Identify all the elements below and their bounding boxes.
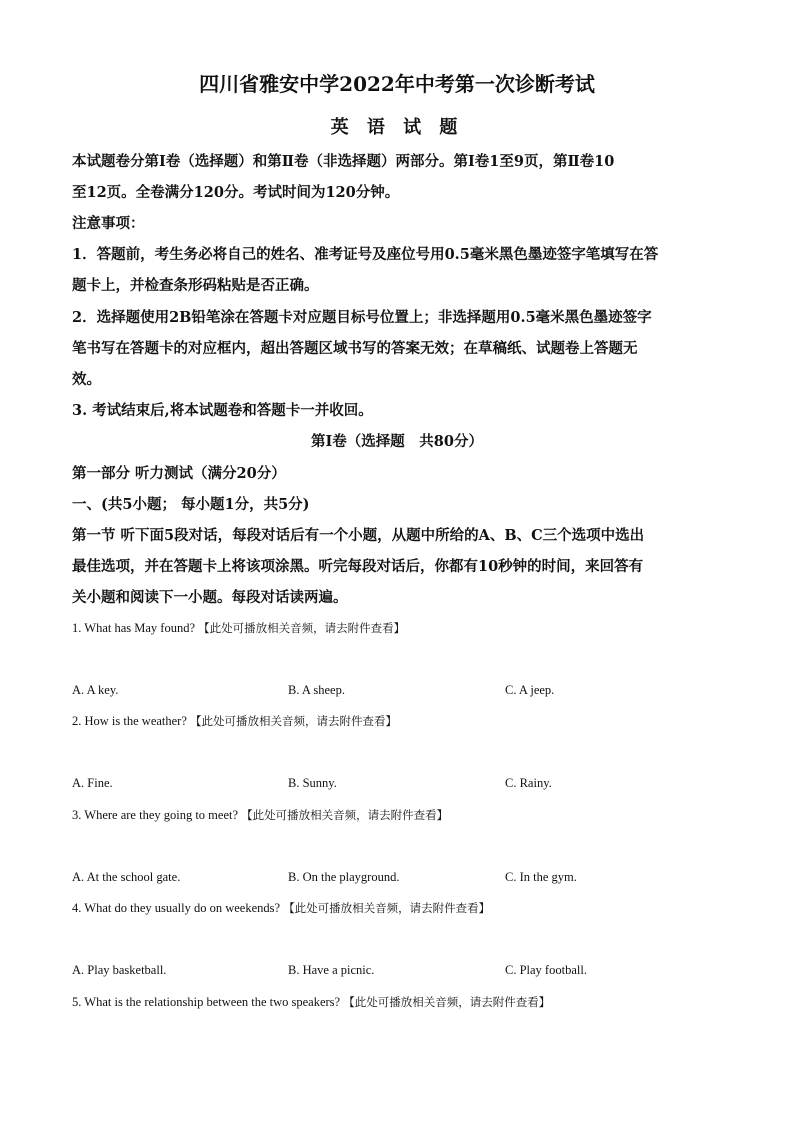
option-b: B. Sunny. bbox=[288, 776, 337, 790]
section-instruction: 最佳选项，并在答题卡上将该项涂黑。听完每段对话后，你都有10秒钟的时间，来回答有 bbox=[72, 558, 644, 575]
question-text: 5. What is the relationship between the two speakers? bbox=[72, 995, 341, 1009]
question-text: 2. How is the weather? bbox=[72, 714, 187, 728]
notes-heading: 注意事项： bbox=[72, 215, 145, 232]
note-line: 3. 考试结束后,将本试题卷和答题卡一并收回。 bbox=[72, 402, 373, 419]
audio-note-link[interactable]: 【此处可播放相关音频，请去附件查看】 bbox=[190, 714, 398, 728]
section-instruction: 第一节 听下面5段对话，每段对话后有一个小题，从题中所给的A、B、C三个选项中选出 bbox=[72, 527, 645, 544]
option-a: A. At the school gate. bbox=[72, 870, 181, 884]
intro-line: 本试题卷分第Ⅰ卷（选择题）和第Ⅱ卷（非选择题）两部分。第Ⅰ卷1至9页，第Ⅱ卷10 bbox=[72, 153, 615, 170]
intro-line: 至12页。全卷满分120分。考试时间为120分钟。 bbox=[72, 184, 400, 201]
page-subtitle: 英 语 试 题 bbox=[330, 117, 464, 138]
option-c: C. Play football. bbox=[505, 963, 587, 977]
section-instruction: 关小题和阅读下一小题。每段对话读两遍。 bbox=[72, 589, 348, 606]
audio-note-link[interactable]: 【此处可播放相关音频，请去附件查看】 bbox=[343, 995, 551, 1009]
option-a: A. A key. bbox=[72, 683, 119, 697]
note-line: 1．答题前，考生务必将自己的姓名、准考证号及座位号用0.5毫米黑色墨迹签字笔填写在答 bbox=[72, 246, 659, 263]
section-heading: 一、(共5小题； 每小题1分，共5分) bbox=[72, 496, 310, 513]
question-text: 1. What has May found? bbox=[72, 621, 196, 635]
note-line: 题卡上，并检查条形码粘贴是否正确。 bbox=[72, 277, 319, 294]
option-c: C. Rainy. bbox=[505, 776, 552, 790]
question-text: 3. Where are they going to meet? bbox=[72, 808, 239, 822]
question-text: 4. What do they usually do on weekends? bbox=[72, 901, 281, 915]
audio-note-link[interactable]: 【此处可播放相关音频，请去附件查看】 bbox=[198, 621, 406, 635]
audio-note-link[interactable]: 【此处可播放相关音频，请去附件查看】 bbox=[241, 808, 449, 822]
volume-heading: 第Ⅰ卷（选择题 共80分） bbox=[311, 433, 483, 450]
note-line: 笔书写在答题卡的对应框内，超出答题区域书写的答案无效；在草稿纸、试题卷上答题无 bbox=[72, 340, 638, 357]
option-c: C. In the gym. bbox=[505, 870, 577, 884]
option-a: A. Play basketball. bbox=[72, 963, 167, 977]
option-b: B. Have a picnic. bbox=[288, 963, 375, 977]
option-c: C. A jeep. bbox=[505, 683, 555, 697]
question-4 bbox=[72, 900, 490, 916]
option-a: A. Fine. bbox=[72, 776, 113, 790]
note-line: 效。 bbox=[72, 371, 101, 388]
question-1 bbox=[72, 620, 405, 636]
question-5 bbox=[72, 994, 550, 1010]
page-title: 四川省雅安中学2022年中考第一次诊断考试 bbox=[199, 72, 595, 96]
part-heading: 第一部分 听力测试（满分20分） bbox=[72, 465, 286, 482]
note-line: 2．选择题使用2B铅笔涂在答题卡对应题目标号位置上；非选择题用0.5毫米黑色墨迹签字 bbox=[72, 309, 652, 326]
question-3 bbox=[72, 807, 448, 823]
audio-note-link[interactable]: 【此处可播放相关音频，请去附件查看】 bbox=[283, 901, 491, 915]
option-b: B. A sheep. bbox=[288, 683, 345, 697]
question-2 bbox=[72, 713, 397, 729]
option-b: B. On the playground. bbox=[288, 870, 400, 884]
